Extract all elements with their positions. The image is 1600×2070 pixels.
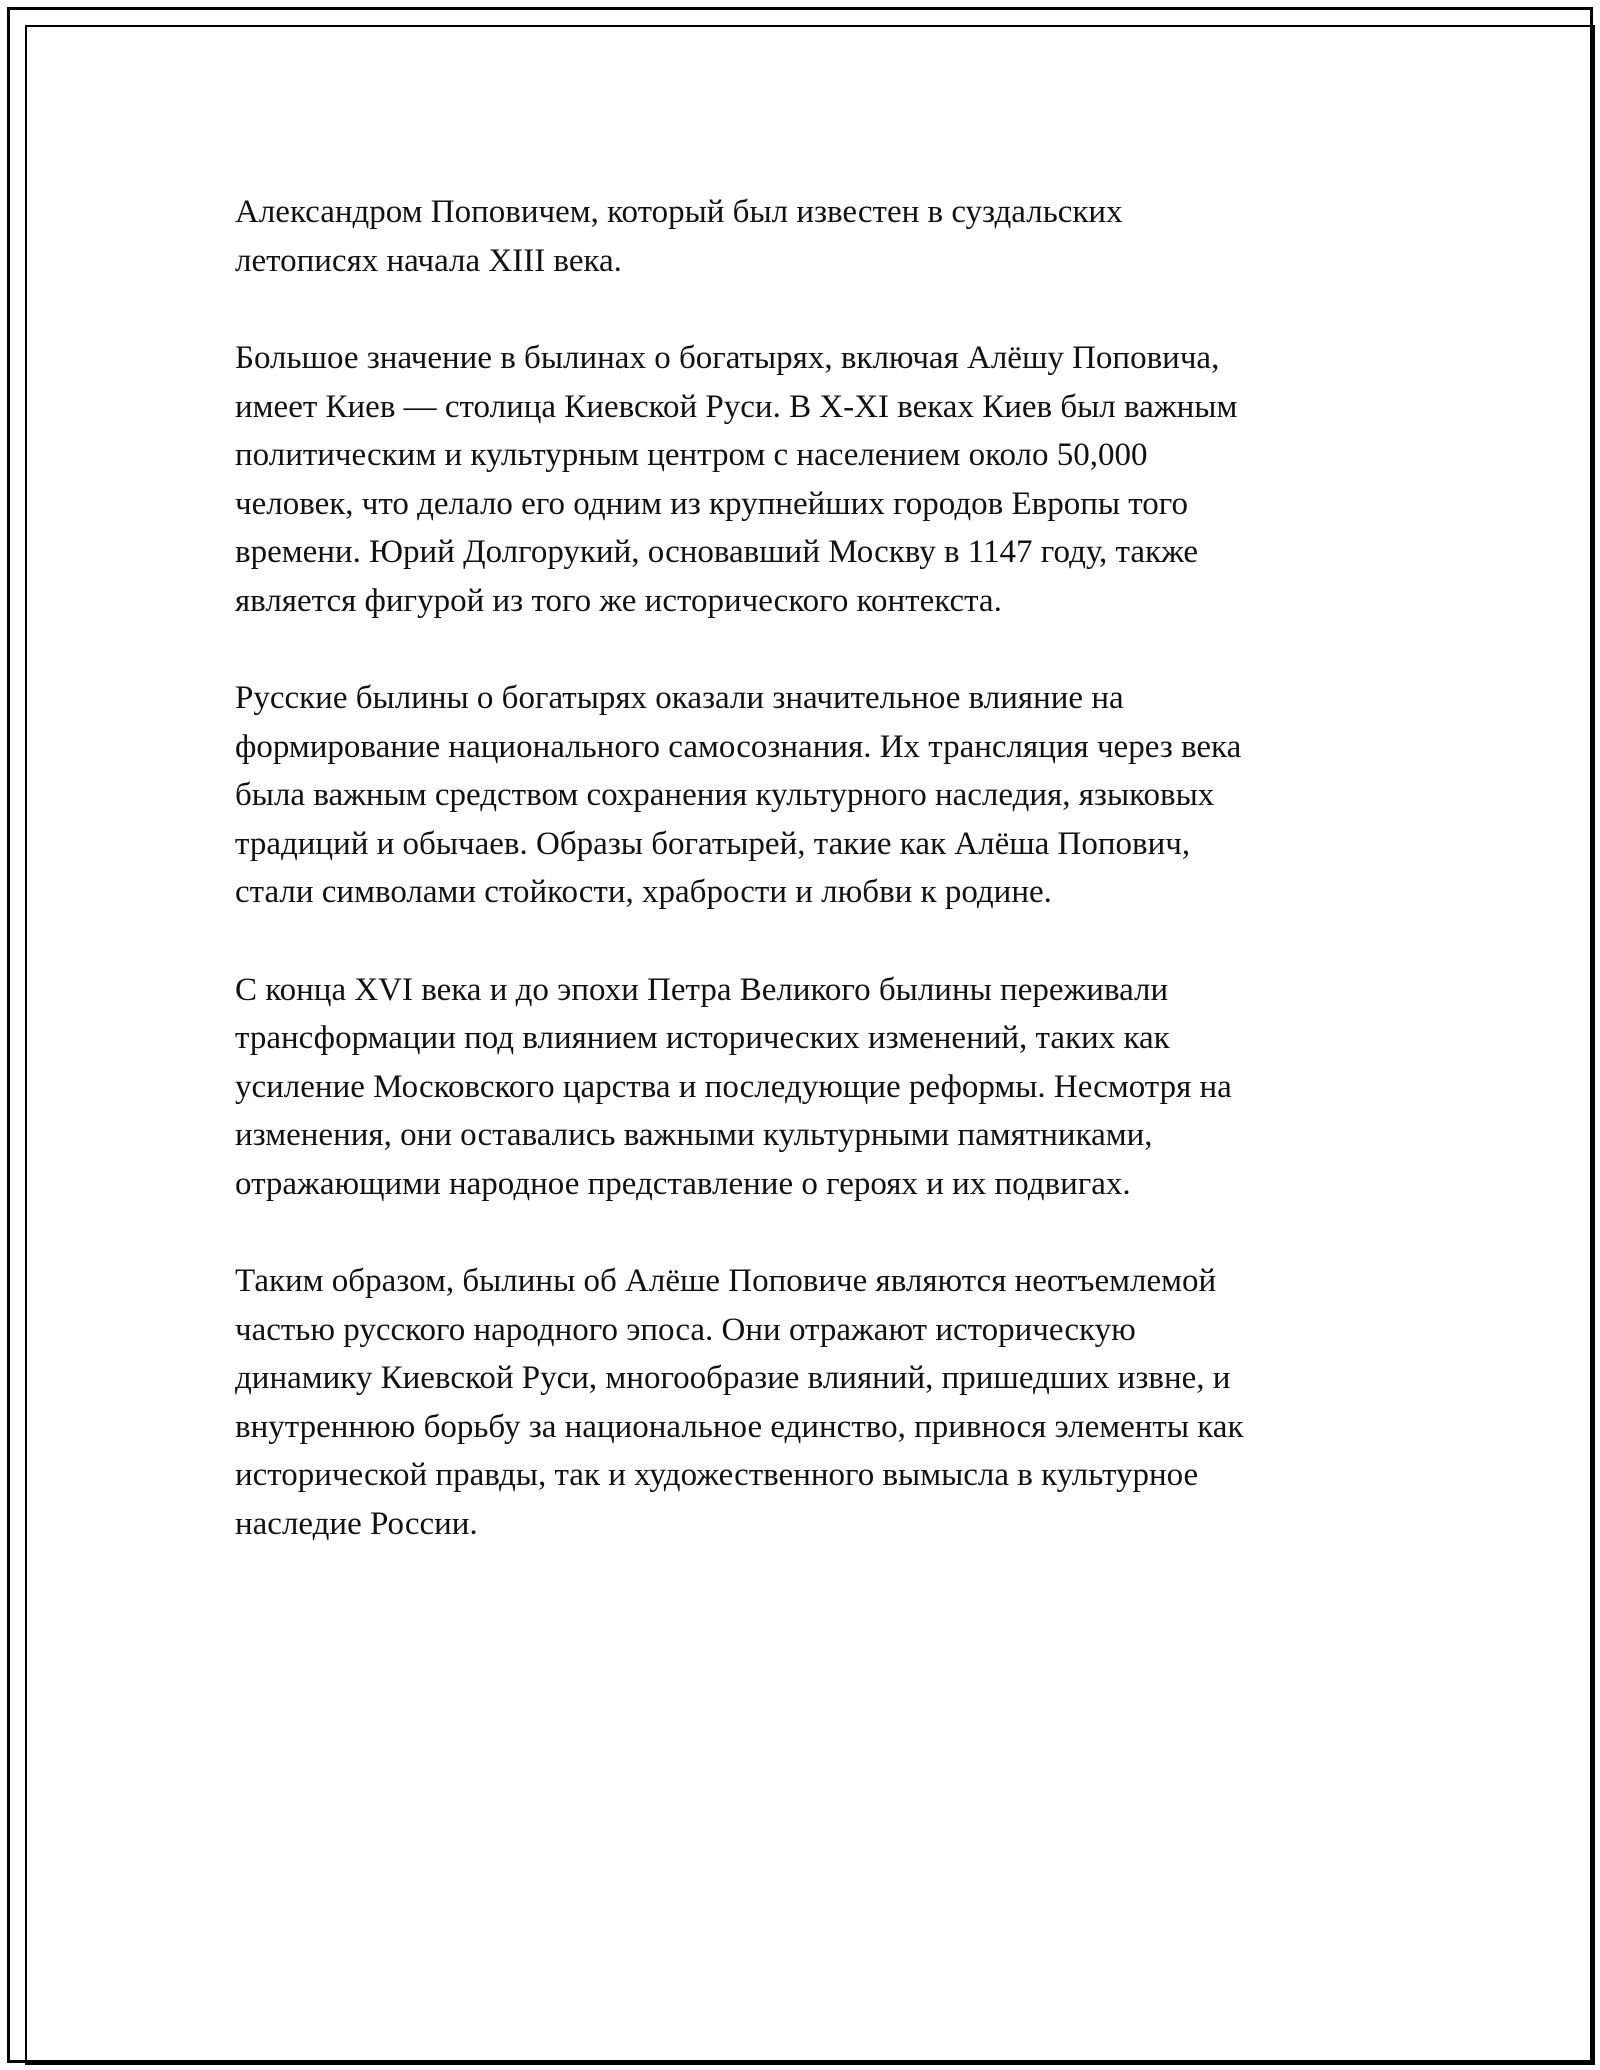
text-line: частью русского народного эпоса. Они отражают историческую (235, 1311, 1136, 1348)
text-line: наследие России. (235, 1505, 478, 1542)
text-line: внутреннюю борьбу за национальное единство, привнося элементы как (235, 1408, 1244, 1445)
text-line: Русские былины о богатырях оказали значительное влияние на (235, 680, 1124, 716)
text-line: времени. Юрий Долгорукий, основавший Москву в 1147 году, также (235, 534, 1199, 570)
text-line: политическим и культурным центром с населением около 50,000 (235, 437, 1148, 473)
paragraph-2 (235, 334, 1375, 625)
document-body (235, 188, 1375, 1597)
text-line: традиций и обычаев. Образы богатырей, такие как Алёша Попович, (235, 825, 1191, 862)
text-line: Большое значение в былинах о богатырях, включая Алёшу Поповича, (235, 340, 1220, 376)
text-line: летописях начала XIII века. (235, 242, 622, 279)
text-line: имеет Киев — столица Киевской Руси. В X-XI веках Киев был важным (235, 388, 1238, 425)
text-line: формирование национального самосознания. Их трансляция через века (235, 728, 1242, 765)
text-line: человек, что делало его одним из крупнейших городов Европы того (235, 485, 1188, 522)
text-line: исторической правды, так и художественного вымысла в культурное (235, 1457, 1199, 1493)
text-line: динамику Киевской Руси, многообразие влияний, пришедших извне, и (235, 1360, 1231, 1396)
text-line: была важным средством сохранения культурного наследия, языковых (235, 777, 1215, 813)
text-line: Таким образом, былины об Алёше Поповиче являются неотъемлемой (235, 1263, 1217, 1299)
text-line: С конца XVI века и до эпохи Петра Великого былины переживали (235, 971, 1169, 1008)
text-line: усиление Московского царства и последующие реформы. Несмотря на (235, 1068, 1232, 1105)
text-line: стали символами стойкости, храбрости и любви к родине. (235, 874, 1052, 910)
paragraph-5 (235, 1257, 1375, 1548)
paragraph-4 (235, 966, 1375, 1209)
text-line: является фигурой из того же исторического контекста. (235, 582, 1002, 619)
paragraph-3 (235, 674, 1375, 917)
text-line: отражающими народное представление о героях и их подвигах. (235, 1165, 1131, 1202)
text-line: Александром Поповичем, который был известен в суздальских (235, 194, 1123, 230)
text-line: изменения, они оставались важными культурными памятниками, (235, 1117, 1153, 1153)
text-line: трансформации под влиянием исторических изменений, таких как (235, 1020, 1170, 1056)
paragraph-1 (235, 188, 1375, 285)
